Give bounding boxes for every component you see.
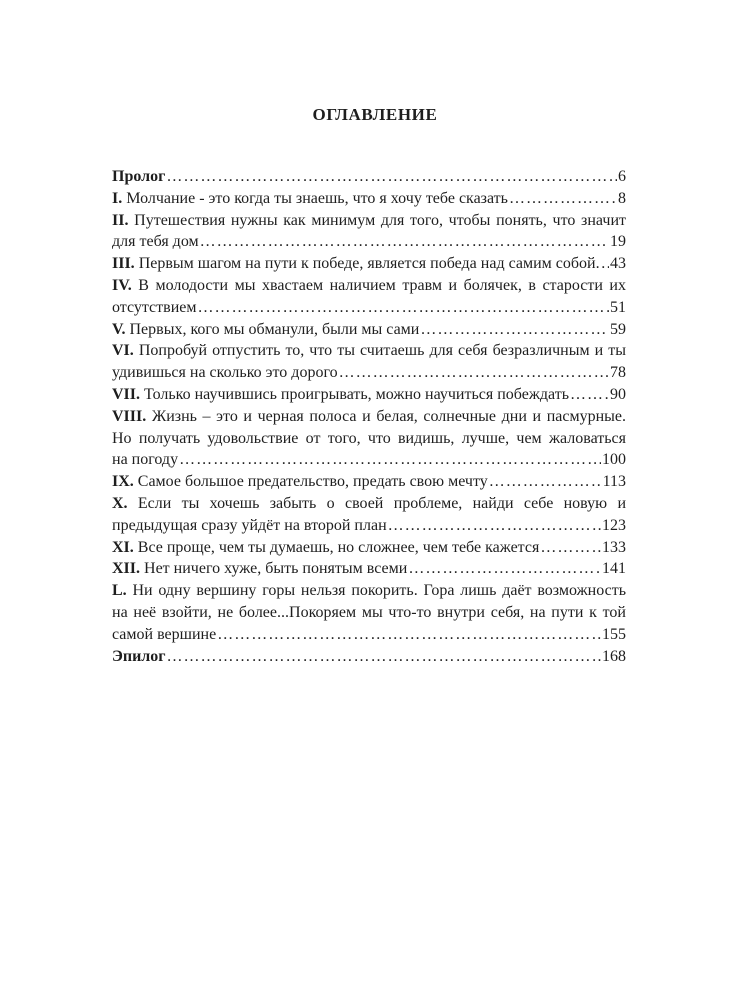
- toc-entry[interactable]: [112, 471, 626, 493]
- page-number: 59: [610, 320, 626, 338]
- page-number: 123: [602, 516, 626, 534]
- dot-leader: [217, 624, 601, 646]
- dot-leader: [420, 319, 609, 341]
- chapter-title-line: Попробуй отпустить то, что ты считаешь для себя безразличным и ты: [138, 342, 626, 360]
- page-number: 141: [602, 560, 626, 578]
- dot-leader: [408, 558, 601, 580]
- toc-entry[interactable]: [112, 493, 626, 537]
- toc-entry[interactable]: [112, 275, 626, 319]
- chapter-number: IV.: [112, 276, 132, 294]
- chapter-number: X.: [112, 494, 128, 512]
- chapter-title-line: отсутствием: [112, 298, 197, 316]
- toc-entry[interactable]: [112, 537, 626, 559]
- chapter-title-line: Все проще, чем ты думаешь, но сложнее, чем тебе кажется: [137, 538, 540, 556]
- dot-leader: [339, 362, 609, 384]
- toc-entry[interactable]: [112, 406, 626, 471]
- chapter-title-line: В молодости мы хвастаем наличием травм и болячек, в старости их: [138, 276, 626, 294]
- toc-entry[interactable]: [112, 340, 626, 384]
- chapter-title-line: Молчание - это когда ты знаешь, что я хочу тебе сказать: [126, 189, 508, 207]
- chapter-title-line: самой вершине: [112, 625, 217, 643]
- dot-leader: [601, 253, 609, 275]
- chapter-number: VII.: [112, 385, 141, 403]
- page-number: 90: [610, 385, 626, 403]
- chapter-title-line: Первым шагом на пути к победе, является победа над самим собой.: [138, 255, 600, 273]
- chapter-number: L.: [112, 582, 127, 600]
- chapter-number: II.: [112, 211, 129, 229]
- chapter-number: Эпилог: [112, 647, 166, 665]
- chapter-number: IX.: [112, 473, 134, 491]
- dot-leader: [166, 166, 617, 188]
- chapter-number: V.: [112, 320, 126, 338]
- chapter-title-line: Ни одну вершину горы нельзя покорить. Гора лишь даёт возможность: [132, 582, 626, 600]
- page-number: 155: [602, 625, 626, 643]
- dot-leader: [509, 188, 617, 210]
- chapter-number: Пролог: [112, 168, 166, 185]
- dot-leader: [540, 537, 601, 559]
- page-title: ОГЛАВЛЕНИЕ: [312, 105, 438, 124]
- page-number: 100: [602, 451, 626, 469]
- page-number: 19: [610, 233, 626, 251]
- table-of-contents: [112, 166, 626, 667]
- toc-entry[interactable]: [112, 253, 626, 275]
- page-number: 168: [602, 647, 626, 665]
- page-number: 78: [610, 364, 626, 382]
- chapter-title-line: на неё взойти, не более...Покоряем мы что-то внутри себя, на пути к той: [112, 603, 626, 621]
- chapter-title-line: для тебя дом: [112, 233, 199, 251]
- page-number: 133: [602, 538, 626, 556]
- page-number: 8: [618, 189, 626, 207]
- chapter-title-line: Первых, кого мы обманули, были мы сами: [129, 320, 420, 338]
- dot-leader: [570, 384, 609, 406]
- dot-leader: [179, 449, 601, 471]
- dot-leader: [198, 297, 610, 319]
- chapter-number: VIII.: [112, 407, 147, 425]
- chapter-number: XII.: [112, 560, 141, 578]
- chapter-title-line: Самое большое предательство, предать свою мечту: [137, 473, 488, 491]
- dot-leader: [388, 515, 601, 537]
- chapter-title-line: Если ты хочешь забыть о своей проблеме, найди себе новую и: [137, 494, 627, 512]
- chapter-number: I.: [112, 189, 123, 207]
- chapter-title-line: Путешествия нужны как минимум для того, чтобы понять, что значит: [134, 211, 626, 229]
- toc-entry[interactable]: [112, 166, 626, 188]
- toc-entry[interactable]: [112, 580, 626, 645]
- page-number: 43: [610, 255, 626, 273]
- chapter-number: VI.: [112, 342, 134, 360]
- page-number: 51: [610, 298, 626, 316]
- chapter-title-line: Нет ничего хуже, быть понятым всеми: [144, 560, 408, 578]
- toc-entry[interactable]: [112, 558, 626, 580]
- toc-entry[interactable]: [112, 319, 626, 341]
- page-number: 113: [602, 473, 626, 491]
- toc-entry[interactable]: [112, 384, 626, 406]
- chapter-title-line: на погоду: [112, 451, 179, 469]
- chapter-number: XI.: [112, 538, 134, 556]
- chapter-title-line: Жизнь – это и черная полоса и белая, солнечные дни и пасмурные.: [151, 407, 627, 425]
- toc-entry[interactable]: [112, 188, 626, 210]
- toc-entry[interactable]: [112, 646, 626, 668]
- chapter-title-line: Только научившись проигрывать, можно научиться побеждать: [144, 385, 569, 403]
- chapter-title-line: удивишься на сколько это дорого: [112, 364, 338, 382]
- chapter-title-line: предыдущая сразу уйдёт на второй план: [112, 516, 387, 534]
- dot-leader: [489, 471, 602, 493]
- page-number: 6: [618, 168, 626, 185]
- toc-entry[interactable]: [112, 210, 626, 254]
- dot-leader: [167, 646, 601, 668]
- chapter-title-line: Но получать удовольствие от того, что видишь, лучше, чем жаловаться: [112, 429, 626, 447]
- dot-leader: [200, 231, 609, 253]
- chapter-number: III.: [112, 255, 135, 273]
